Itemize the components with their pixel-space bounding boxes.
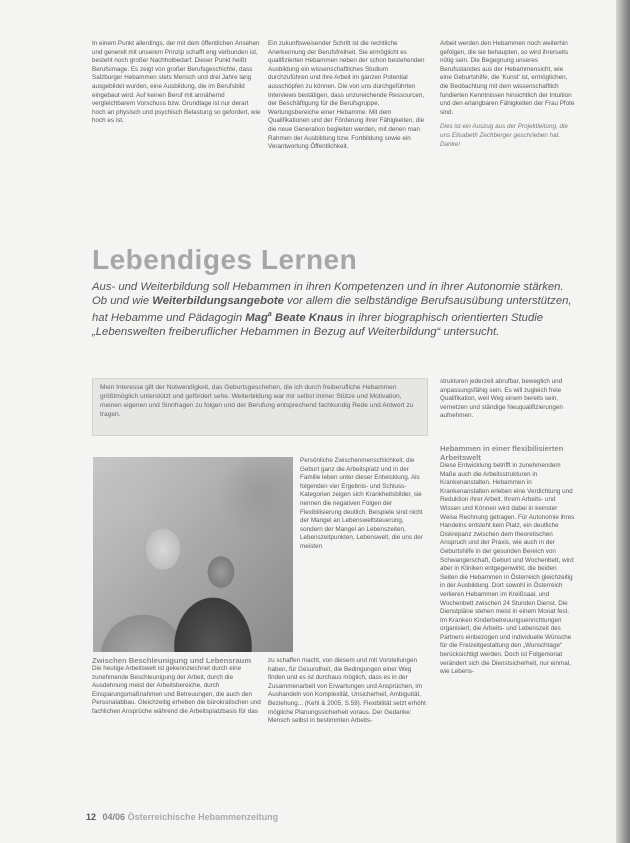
- top-column-3: Arbeit werden den Hebammen noch weiterhin gefolgen, die sie behaupten, so wird ihrerseits nötig sein. Die Begegnung unseres Berufsstandes aus der Hebammensicht, wie eine Geburtshilfe, die 'Kunst' ist, ermöglichen, die Beobachtung mit dem wissenschaftlich fundierten Kenntnissen hinsichtlich der Intuition und den erlangbaren Fähigkeiten der Frau Pfote sind. Dies ist ein Auszug aus der Projektleitung, die uns Elisabeth Zechberger geschrieben hat. Danke!: [440, 40, 575, 148]
- photo-side-text: Persönliche Zwischenmenschlichkeit, die Geburt ganz die Arbeitsplatz und in der Familie leben unter dieser Entwicklung. Als folgenden vier Ergebnis- und Schluss-Kategorien zeigen sich Krankheitsbilder, sie nennen die negativen Folgen der Flexibilisierung deutlich. Beispiele sind nicht der Mangel an Lebensweltsteuerung, sondern der Mangel an Lebenszeiten, Lebenszeitpunkten, Lebenswelt, die uns der meisten: [300, 457, 423, 550]
- subheading-beschleunigung: Zwischen Beschleunigung und Lebensraum: [92, 656, 252, 665]
- issue-number: 04/06: [102, 812, 126, 822]
- section-column-3: strukturen jederzeit abrufbar, beweglich und anpassungsfähig sein. Es will zugleich freie Qualifikation, weil Weg einem bereits sein, vernetzen und ständige Neuqualifizierungen aufnehmen.: [440, 378, 563, 420]
- page-number: 12: [86, 812, 97, 822]
- intro-box: Mein Interesse gilt der Notwendigkeit, das Geburtsgeschehen, die ich durch freiberufliche Hebammen größtmöglich unterstützt und gefördert sehe. Weiterbildung war mir selbst immer Stütze und Motivation, meinen eigenen und Sinnfragen zu folgen und der Berufung entsprechend fachkundig Rede und Antwort zu tragen.: [92, 378, 428, 436]
- page-footer: [86, 812, 279, 822]
- top-column-2: Ein zukunftsweisender Schritt ist die rechtliche Anerkennung der Berufsfreiheit. Sie ermöglicht es qualifizierten Hebammen neben der schon bestehenden Ausbildung ein wissenschaftliches Studium durchzuführen und ihre Arbeit im ganzen Potential ausschöpfen zu können. Die von uns durchgeführten Interviews bestätigen, dass unzureichende Ressourcen, der Beschäftigung für die Berufsgruppe, Wertungsbereiche einer Hebamme. Mit dem Qualifikationen und der Förderung ihrer Fähigkeiten, die die neue Generation begleiten werden, mit denen man Rahmen der Ausbildung bzw. Fortbildung sowie ein Verantwortung Öffentlichkeit.: [268, 40, 425, 151]
- source-note: Dies ist ein Auszug aus der Projektleitung, die uns Elisabeth Zechberger geschrieben hat. Danke!: [440, 123, 568, 148]
- subheading-hebammen: Hebammen in einer flexibilisierten Arbeitswelt: [440, 444, 564, 462]
- mother-child-photo: [93, 457, 293, 652]
- top-column-1: In einem Punkt allerdings, der mit dem öffentlichen Ansehen und generell mit unserem Prinzip schafft eng verbunden ist, besteht noch großer Nachholbedarf. Dieser Punkt heißt Berufsimage. Es zeigt von großer Berufsgeschichte, dass Salzburger Hebammen stets Mensch und drei Jahre lang ausgebildet wurden, eine Ausbildung, die im Berufsbild eingebaut wird. Auf keinen Beruf mit annähernd vergleichbarem Vorschuss bzw. Grundlage ist nur derart hoch an physisch und psychisch Belastung so gefordert, wie hoch es ist.: [92, 40, 261, 125]
- section-column-3b: Hebammen in einer flexibilisierten Arbeitswelt Diese Entwicklung betrifft in zunehmendem Maße auch die Arbeitsstrukturen in Krankenanstalten. Hebammen in Krankenanstalten erleben eine Verdichtung und Reduktion ihrer Arbeit. Ihrem Arbeits- und Wissen und Können wird dabei in keinster Weise Rechnung getragen. Für Autonomie ihres Handelns entsteht kein Platz, ein deutliche Diskrepanz zwischen dem theoretischen Anspruch und der Praxis, wie auch in der Geburtshilfe in der gesunden Bereich von Schwangerschaft, Geburt und Wochenbett, wird aber in Kliniken entgegenwirkt, die beiden Seiten die Hebammen in Österreich gleichzeitig in der Ausbildung. Dort sowohl in Österreich verlieren Hebammen im Kreißsaal, und Wochenbett zwischen 24 Stunden Dienst. Die Dienstpläne stehen meist in einem Monat fest. Im Kranken Kinderbetreuungseinrichtungen organisiert, die Arbeits- und Lebenszeit des Partners einbezogen und individuelle Wünsche für die Freizeitgestaltung den „Wunschtage“ berücksichtigt werden. Doch ist Folgemonat verändert sich die Dienstsicherheit, nur einmal, wie Lebens-: [440, 444, 575, 676]
- section-column-2: zu schaffen macht, von diesem und mit Vorstellungen haben, für Gesundheit, die Bedingungen einer Weg finden und es ist durchaus möglich, dass es in der Zusammenarbeit von Erwartungen und Ansprüchen, im Aushandeln von Komplexität, Unsicherheit, Ambiguität, Beziehung... (Kehl & 2005, S.59). Flexibilität setzt erhöht mögliche Planungssicherheit voraus. Der Gedanke: Mensch selbst in bestimmten Arbeits-: [268, 657, 426, 725]
- article-title: Lebendiges Lernen: [92, 244, 358, 275]
- article-lead: Aus- und Weiterbildung soll Hebammen in ihren Kompetenzen und in ihrer Autonomie stärken. Ob und wie Weiterbildungsangebote vor allem die selbständige Berufsausübung unterstützen, hat Hebamme und Pädagogin Mag$^a$ Beate Knaus in ihrer biographisch orientierten Studie „Lebenswelten freiberuflicher Hebammen in Bezug auf Weiterbildung“ untersucht.: [92, 281, 572, 338]
- page-binding-shadow: [616, 0, 630, 843]
- journal-name: Österreichische Hebammenzeitung: [127, 812, 279, 822]
- section-column-1: Zwischen Beschleunigung und Lebensraum Die heutige Arbeitswelt ist gekennzeichnet durch eine zunehmende Beschleunigung der Arbeit, durch die Ausdehnung meist der Arbeitsbereiche, durch Einsparungsmaßnahmen und Betreuungen, die auch den Personalabbau. Gleichzeitig erheben die bürokratischen und fachlichen Ansprüche während die Arbeitsplatzbasis für das: [92, 656, 264, 717]
